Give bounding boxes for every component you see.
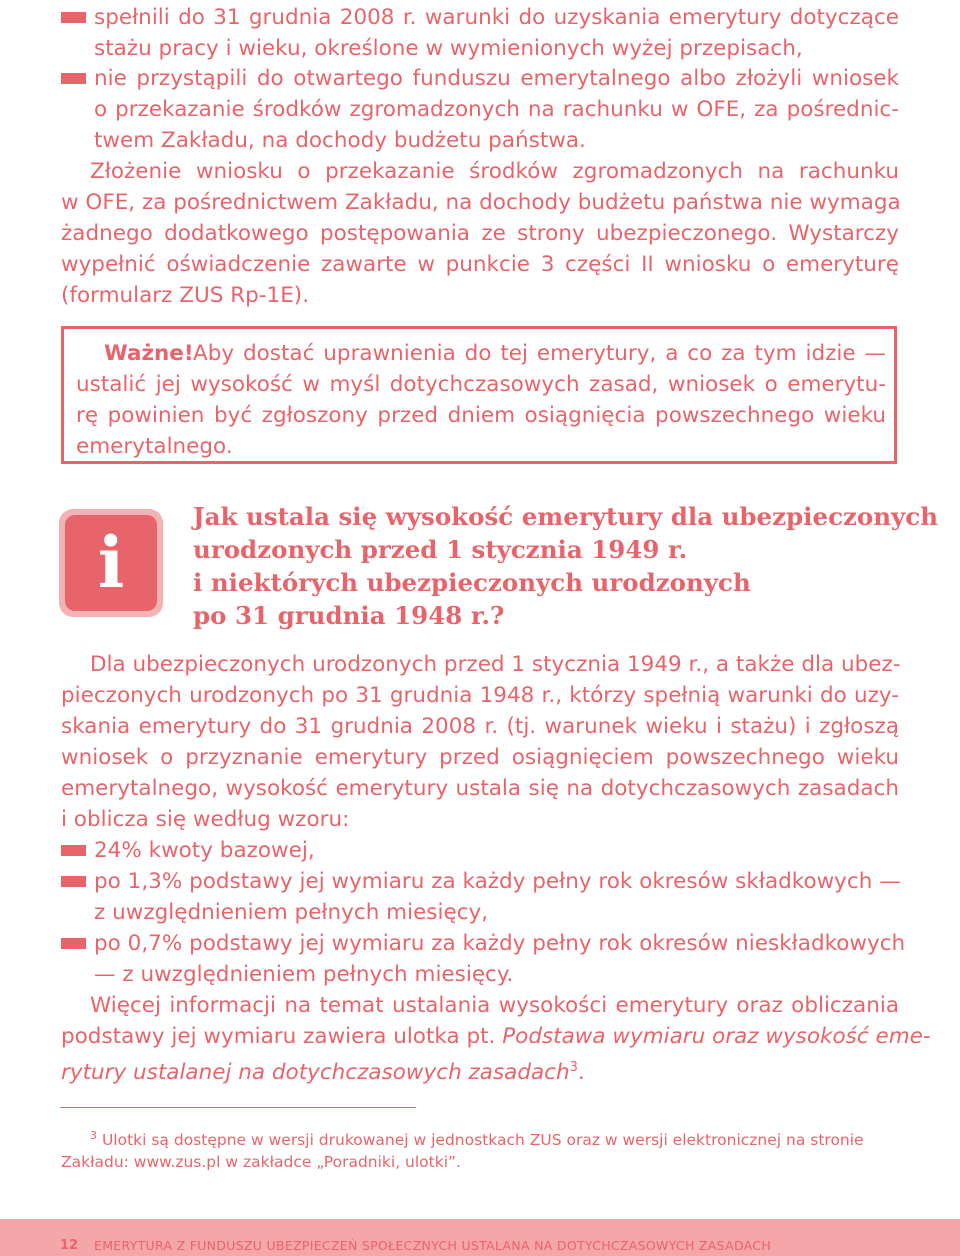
important-line: rę powinien być zgłoszony przed dniem osiągnięcia powszechnego wieku — [76, 403, 886, 428]
bullet-marker — [61, 876, 86, 887]
section-heading-line: urodzonych przed 1 stycznia 1949 r. — [193, 535, 688, 564]
footer-title: EMERYTURA Z FUNDUSZU UBEZPIECZEŃ SPOŁECZNYCH USTALANA NA DOTYCHCZASOWYCH ZASADACH — [94, 1238, 772, 1253]
important-line: emerytalnego. — [76, 434, 233, 459]
important-line: ustalić jej wysokość w myśl dotychczasowych zasad, wniosek o emerytu- — [76, 372, 886, 397]
important-label-bold: Ważne! — [104, 341, 194, 366]
paragraph-line: wniosek o przyznanie emerytury przed osiągnięciem powszechnego wieku — [61, 745, 899, 770]
footnote-line: Zakładu: www.zus.pl w zakładce „Poradniki, ulotki”. — [61, 1153, 461, 1171]
paragraph-line: żadnego dodatkowego postępowania ze strony ubezpieczonego. Wystarczy — [61, 221, 899, 246]
bullet-text-line: spełnili do 31 grudnia 2008 r. warunki do uzyskania emerytury dotyczące — [94, 5, 899, 30]
page-footer — [0, 1219, 960, 1256]
important-first-line: Aby dostać uprawnienia do tej emerytury, a co za tym idzie — — [193, 341, 886, 366]
paragraph-line: Złożenie wniosku o przekazanie środków zgromadzonych na rachunku — [90, 159, 899, 184]
info-icon-glyph: i — [65, 515, 157, 611]
footnote-number: 3 — [90, 1129, 97, 1142]
bullet-marker — [61, 12, 86, 23]
bullet-marker — [61, 845, 86, 856]
info-icon — [59, 509, 163, 617]
leaflet-title: rytury ustalanej na dotychczasowych zasadach — [61, 1060, 570, 1086]
bullet-text-line: stażu pracy i wieku, określone w wymienionych wyżej przepisach, — [94, 36, 803, 61]
paragraph-line: Więcej informacji na temat ustalania wysokości emerytury oraz obliczania — [90, 993, 899, 1018]
footnote-ref: 3 — [569, 1060, 578, 1075]
leaflet-title: Podstawa wymiaru oraz wysokość eme- — [502, 1024, 931, 1049]
formula-line: z uwzględnieniem pełnych miesięcy, — [94, 900, 489, 925]
paragraph-line: (formularz ZUS Rp-1E). — [61, 283, 310, 308]
paragraph-line: wypełnić oświadczenie zawarte w punkcie 3 części II wniosku o emeryturę — [61, 252, 899, 277]
paragraph-text: podstawy jej wymiaru zawiera ulotka pt. — [61, 1024, 503, 1049]
bullet-text-line: nie przystąpili do otwartego funduszu emerytalnego albo złożyli wniosek — [94, 66, 899, 91]
paragraph-line: w OFE, za pośrednictwem Zakładu, na dochody budżetu państwa nie wymaga — [61, 190, 901, 215]
bullet-marker — [61, 938, 86, 949]
section-heading-line: Jak ustala się wysokość emerytury dla ubezpieczonych — [193, 502, 939, 531]
paragraph-line: Dla ubezpieczonych urodzonych przed 1 stycznia 1949 r., a także dla ubez- — [90, 652, 901, 677]
page-number: 12 — [60, 1238, 79, 1253]
paragraph-line: pieczonych urodzonych po 31 grudnia 1948 r., którzy spełnią warunki do uzy- — [61, 683, 899, 708]
bullet-marker — [61, 73, 86, 84]
paragraph-line — [61, 1021, 931, 1052]
paragraph-text: . — [577, 1060, 585, 1086]
section-heading-line: po 31 grudnia 1948 r.? — [193, 601, 505, 630]
bullet-text-line: o przekazanie środków zgromadzonych na rachunku w OFE, za pośrednic- — [94, 97, 899, 122]
bullet-text-line: twem Zakładu, na dochody budżetu państwa. — [94, 128, 586, 153]
formula-line: 24% kwoty bazowej, — [94, 838, 315, 863]
important-label — [104, 338, 194, 369]
paragraph-line: skania emerytury do 31 grudnia 2008 r. (tj. warunek wieku i stażu) i zgłoszą — [61, 714, 899, 739]
paragraph-line: emerytalnego, wysokość emerytury ustala się na dotychczasowych zasadach — [61, 776, 899, 801]
footnote-rule — [60, 1107, 416, 1108]
formula-line: po 0,7% podstawy jej wymiaru za każdy pełny rok okresów nieskładkowych — [94, 931, 906, 956]
section-heading-line: i niektórych ubezpieczonych urodzonych — [193, 568, 751, 597]
formula-line: — z uwzględnieniem pełnych miesięcy. — [94, 962, 514, 987]
formula-line: po 1,3% podstawy jej wymiaru za każdy pełny rok okresów składkowych — — [94, 869, 901, 894]
paragraph-line: i oblicza się według wzoru: — [61, 807, 350, 832]
paragraph-line — [61, 1052, 585, 1088]
footnote-text: Ulotki są dostępne w wersji drukowanej w jednostkach ZUS oraz w wersji elektronicznej na stronie — [101, 1131, 864, 1150]
